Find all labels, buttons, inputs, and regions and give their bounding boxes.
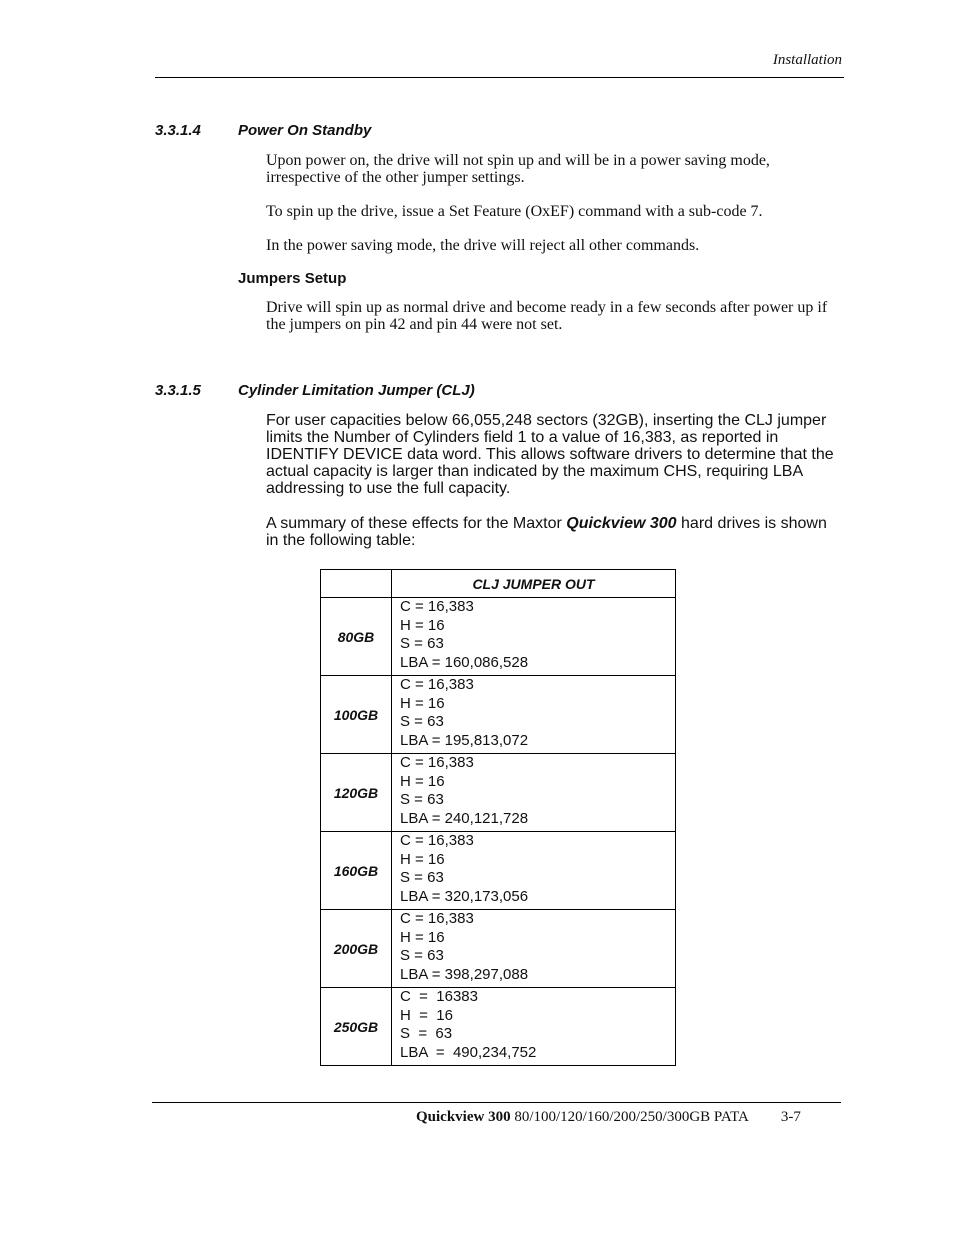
cylinders-value: C = 16,383 — [400, 598, 474, 615]
table-row — [321, 988, 676, 1066]
heads-value: H = 16 — [400, 1006, 453, 1024]
running-header: Installation — [772, 52, 842, 68]
heads-value: H = 16 — [400, 616, 445, 634]
values-cell — [392, 754, 676, 832]
section-title: Cylinder Limitation Jumper (CLJ) — [238, 382, 475, 399]
heads-value: H = 16 — [400, 772, 445, 790]
page-number: 3-7 — [780, 1109, 801, 1125]
paragraph-text: A summary of these effects for the Maxtor — [266, 515, 567, 532]
paragraph: Upon power on, the drive will not spin up and will be in a power saving mode, irrespective of the other jumper settings. — [266, 152, 770, 186]
footer-models: 80/100/120/160/200/250/300GB PATA — [510, 1109, 749, 1125]
lba-value: LBA = 160,086,528 — [400, 653, 529, 671]
table-row — [321, 754, 676, 832]
table-header: CLJ JUMPER OUT — [392, 570, 676, 598]
capacity-cell: 120GB — [321, 754, 392, 832]
section-heading-power-on-standby — [155, 122, 371, 139]
capacity-cell: 80GB — [321, 598, 392, 676]
capacity-cell: 250GB — [321, 988, 392, 1066]
footer-product: Quickview 300 — [416, 1109, 511, 1125]
paragraph: Drive will spin up as normal drive and become ready in a few seconds after power up if the jumpers on pin 42 and pin 44 were not set. — [266, 299, 828, 333]
table-header-blank — [321, 570, 392, 598]
section-number: 3.3.1.4 — [155, 122, 201, 139]
heads-value: H = 16 — [400, 928, 445, 946]
table-row — [321, 832, 676, 910]
values-cell — [392, 910, 676, 988]
capacity-cell: 200GB — [321, 910, 392, 988]
capacity-cell: 160GB — [321, 832, 392, 910]
table-row — [321, 598, 676, 676]
sectors-value: S = 63 — [400, 635, 444, 652]
heads-value: H = 16 — [400, 850, 445, 868]
cylinders-value: C = 16383 — [400, 988, 478, 1005]
footer-rule — [152, 1102, 841, 1103]
values-cell — [392, 832, 676, 910]
table-row — [321, 676, 676, 754]
cylinders-value: C = 16,383 — [400, 676, 474, 693]
sectors-value: S = 63 — [400, 791, 444, 808]
paragraph: To spin up the drive, issue a Set Feature (OxEF) command with a sub-code 7. — [266, 203, 763, 220]
clj-table — [320, 569, 676, 1066]
lba-value: LBA = 320,173,056 — [400, 887, 529, 905]
table-row — [321, 910, 676, 988]
header-rule — [155, 77, 844, 78]
lba-value: LBA = 490,234,752 — [400, 1043, 537, 1061]
table-header-row — [321, 570, 676, 598]
heads-value: H = 16 — [400, 694, 445, 712]
cylinders-value: C = 16,383 — [400, 910, 474, 927]
paragraph: In the power saving mode, the drive will reject all other commands. — [266, 237, 700, 254]
subheading-jumpers-setup: Jumpers Setup — [238, 270, 347, 287]
lba-value: LBA = 195,813,072 — [400, 731, 529, 749]
values-cell — [392, 676, 676, 754]
sectors-value: S = 63 — [400, 947, 444, 964]
lba-value: LBA = 398,297,088 — [400, 965, 529, 983]
page-footer — [416, 1109, 801, 1126]
values-cell — [392, 598, 676, 676]
section-number: 3.3.1.5 — [155, 382, 201, 399]
paragraph — [266, 515, 836, 549]
cylinders-value: C = 16,383 — [400, 832, 474, 849]
lba-value: LBA = 240,121,728 — [400, 809, 529, 827]
section-title: Power On Standby — [238, 122, 372, 139]
sectors-value: S = 63 — [400, 1025, 453, 1042]
capacity-cell: 100GB — [321, 676, 392, 754]
sectors-value: S = 63 — [400, 713, 444, 730]
paragraph: For user capacities below 66,055,248 sectors (32GB), inserting the CLJ jumper limits the Number of Cylinders field 1 to a value of 16,383, as reported in IDENTIFY DEVICE data word. This allows software drivers to determine that the actual capacity is larger than indicated by the maximum CHS, requiring LBA addressing to use the full capacity. — [266, 412, 834, 497]
section-heading-clj — [155, 382, 475, 399]
sectors-value: S = 63 — [400, 869, 444, 886]
product-name: Quickview 300 — [566, 515, 677, 532]
values-cell — [392, 988, 676, 1066]
cylinders-value: C = 16,383 — [400, 754, 474, 771]
paragraph-text: hard drives is shown in the following table: — [266, 515, 827, 549]
